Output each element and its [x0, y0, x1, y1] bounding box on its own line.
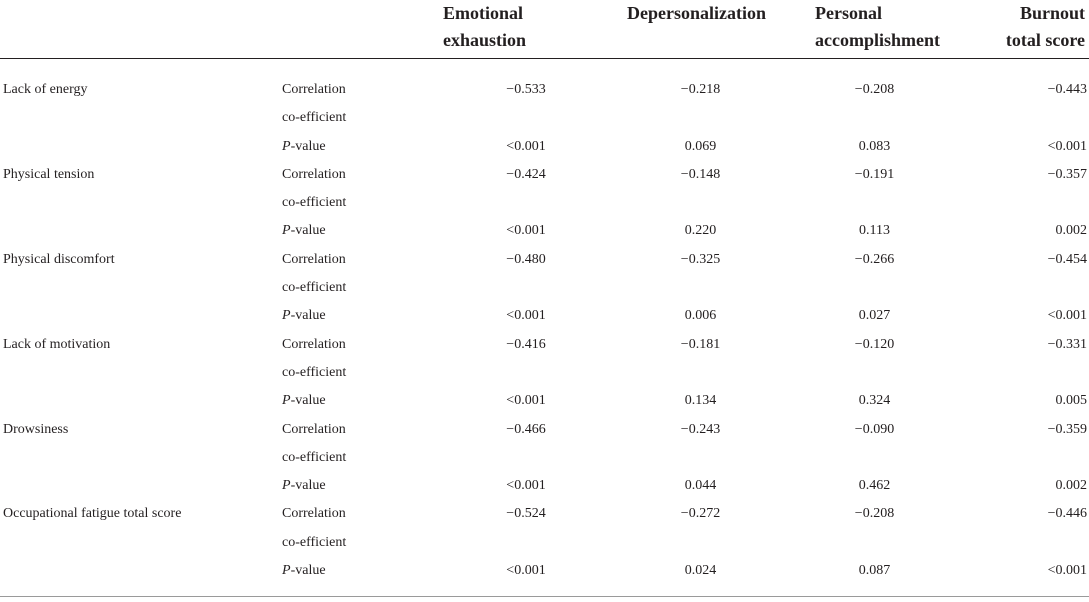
table-row [0, 161, 1089, 189]
p-italic: P [282, 138, 291, 154]
empty-cell [0, 444, 282, 472]
stat-label-coefficient: co-efficient [282, 110, 347, 126]
table-row [0, 274, 1089, 302]
p-value: 0.024 [684, 563, 717, 579]
header-line: exhaustion [443, 30, 527, 50]
table-header [0, 0, 1089, 59]
table-row [0, 189, 1089, 217]
empty-cell [438, 189, 608, 217]
empty-cell [0, 472, 282, 500]
empty-cell [608, 359, 788, 387]
correlation-value: −0.466 [506, 421, 546, 437]
table-row [0, 302, 1089, 330]
correlation-value: −0.533 [506, 82, 546, 97]
correlation-value: −0.325 [680, 251, 721, 267]
empty-cell [608, 444, 788, 472]
header-line: total score [1005, 30, 1085, 50]
empty-cell [608, 274, 788, 302]
correlation-value: −0.443 [1047, 82, 1087, 97]
table-row [0, 133, 1089, 161]
empty-cell [788, 359, 948, 387]
correlation-value: −0.218 [680, 82, 721, 97]
p-value: 0.462 [858, 478, 891, 494]
stat-label-p-value [282, 387, 438, 415]
empty-cell [608, 189, 788, 217]
p-value: 0.027 [858, 308, 891, 324]
variable-name: Physical tension [3, 166, 95, 182]
p-value: <0.001 [506, 563, 546, 579]
empty-cell [948, 529, 1089, 557]
p-value: 0.134 [684, 393, 717, 409]
table-row [0, 557, 1089, 585]
empty-cell [0, 133, 282, 161]
stat-label-coefficient: co-efficient [282, 195, 347, 211]
p-italic: P [282, 223, 291, 239]
correlation-value: −0.208 [854, 506, 895, 522]
p-value: <0.001 [506, 393, 546, 409]
empty-cell [788, 189, 948, 217]
correlation-value: −0.524 [506, 506, 546, 522]
header-line: accomplishment [815, 30, 940, 50]
p-value: 0.069 [684, 138, 717, 154]
empty-cell [948, 104, 1089, 132]
stat-label-p-value [282, 557, 438, 585]
p-value: <0.001 [506, 308, 546, 324]
variable-name: Lack of motivation [3, 336, 111, 352]
empty-cell [438, 359, 608, 387]
header-personal-accomplishment [788, 0, 948, 59]
p-rest: -value [290, 223, 326, 239]
header-line: Personal [815, 3, 882, 23]
empty-cell [0, 217, 282, 245]
correlation-value: −0.120 [854, 336, 895, 352]
p-value: 0.002 [1055, 478, 1087, 494]
stat-label-correlation: Correlation [282, 82, 346, 97]
stat-label-p-value [282, 217, 438, 245]
table-row [0, 246, 1089, 274]
p-value: 0.220 [684, 223, 717, 239]
header-burnout-total-score [948, 0, 1089, 59]
p-value: 0.006 [684, 308, 717, 324]
table-row [0, 416, 1089, 444]
variable-name: Lack of energy [3, 82, 88, 97]
table-row [0, 59, 1089, 105]
table-row [0, 331, 1089, 359]
correlation-value: −0.446 [1047, 506, 1087, 522]
p-value: 0.324 [858, 393, 891, 409]
empty-cell [0, 529, 282, 557]
correlation-value: −0.357 [1047, 166, 1087, 182]
p-italic: P [282, 393, 291, 409]
empty-cell [0, 359, 282, 387]
stat-label-coefficient: co-efficient [282, 534, 347, 550]
p-italic: P [282, 308, 291, 324]
stat-label-coefficient: co-efficient [282, 364, 347, 380]
empty-cell [0, 557, 282, 585]
table-row [0, 104, 1089, 132]
header-row [0, 0, 1089, 59]
header-depersonalization [608, 0, 788, 59]
stat-label-correlation: Correlation [282, 251, 346, 267]
p-value: 0.044 [684, 478, 717, 494]
correlation-value: −0.191 [854, 166, 895, 182]
p-rest: -value [290, 308, 326, 324]
correlation-value: −0.359 [1047, 421, 1087, 437]
empty-cell [438, 104, 608, 132]
stat-label-p-value [282, 472, 438, 500]
correlation-value: −0.272 [680, 506, 721, 522]
p-rest: -value [290, 478, 326, 494]
empty-cell [0, 387, 282, 415]
variable-name: Drowsiness [3, 421, 69, 437]
table-body [0, 59, 1089, 586]
p-value: <0.001 [1047, 308, 1087, 324]
header-variable-blank [0, 0, 282, 59]
stat-label-coefficient: co-efficient [282, 280, 347, 296]
correlation-value: −0.331 [1047, 336, 1087, 352]
p-value: <0.001 [1047, 138, 1087, 154]
empty-cell [948, 359, 1089, 387]
header-stat-blank [282, 0, 438, 59]
correlation-value: −0.181 [680, 336, 721, 352]
p-value: 0.087 [858, 563, 891, 579]
correlation-value: −0.480 [506, 251, 546, 267]
header-line: Burnout [1019, 3, 1085, 23]
p-value: <0.001 [506, 223, 546, 239]
empty-cell [788, 529, 948, 557]
stat-label-p-value [282, 133, 438, 161]
empty-cell [788, 104, 948, 132]
empty-cell [0, 104, 282, 132]
empty-cell [948, 189, 1089, 217]
correlation-value: −0.090 [854, 421, 895, 437]
empty-cell [438, 444, 608, 472]
table-row [0, 529, 1089, 557]
p-rest: -value [290, 138, 326, 154]
p-value: 0.113 [859, 223, 890, 239]
empty-cell [608, 104, 788, 132]
correlation-value: −0.266 [854, 251, 895, 267]
stat-label-p-value [282, 302, 438, 330]
p-value: <0.001 [506, 138, 546, 154]
header-line: Emotional [443, 3, 524, 23]
correlation-value: −0.148 [680, 166, 721, 182]
p-value: 0.083 [858, 138, 891, 154]
table-row [0, 217, 1089, 245]
bottom-rule [0, 596, 1089, 597]
p-value: 0.002 [1055, 223, 1087, 239]
table-row [0, 472, 1089, 500]
stat-label-coefficient: co-efficient [282, 449, 347, 465]
empty-cell [948, 274, 1089, 302]
empty-cell [0, 274, 282, 302]
p-value: 0.005 [1055, 393, 1087, 409]
p-italic: P [282, 478, 291, 494]
p-value: <0.001 [1047, 563, 1087, 579]
empty-cell [438, 529, 608, 557]
stat-label-correlation: Correlation [282, 506, 346, 522]
variable-name: Occupational fatigue total score [3, 506, 182, 522]
table-row [0, 387, 1089, 415]
empty-cell [0, 302, 282, 330]
header-line: Depersonalization [627, 3, 766, 23]
empty-cell [608, 529, 788, 557]
empty-cell [788, 274, 948, 302]
stat-label-correlation: Correlation [282, 166, 346, 182]
correlation-value: −0.424 [506, 166, 546, 182]
table-row [0, 444, 1089, 472]
empty-cell [438, 274, 608, 302]
stat-label-correlation: Correlation [282, 421, 346, 437]
p-rest: -value [290, 563, 326, 579]
p-italic: P [282, 563, 291, 579]
empty-cell [948, 444, 1089, 472]
table-row [0, 500, 1089, 528]
correlation-value: −0.416 [506, 336, 546, 352]
variable-name: Physical discomfort [3, 251, 115, 267]
header-emotional-exhaustion [438, 0, 608, 59]
p-rest: -value [290, 393, 326, 409]
correlation-value: −0.454 [1047, 251, 1087, 267]
p-value: <0.001 [506, 478, 546, 494]
correlation-value: −0.243 [680, 421, 721, 437]
stat-label-correlation: Correlation [282, 336, 346, 352]
correlation-value: −0.208 [854, 82, 895, 97]
empty-cell [0, 189, 282, 217]
table-row [0, 359, 1089, 387]
empty-cell [788, 444, 948, 472]
